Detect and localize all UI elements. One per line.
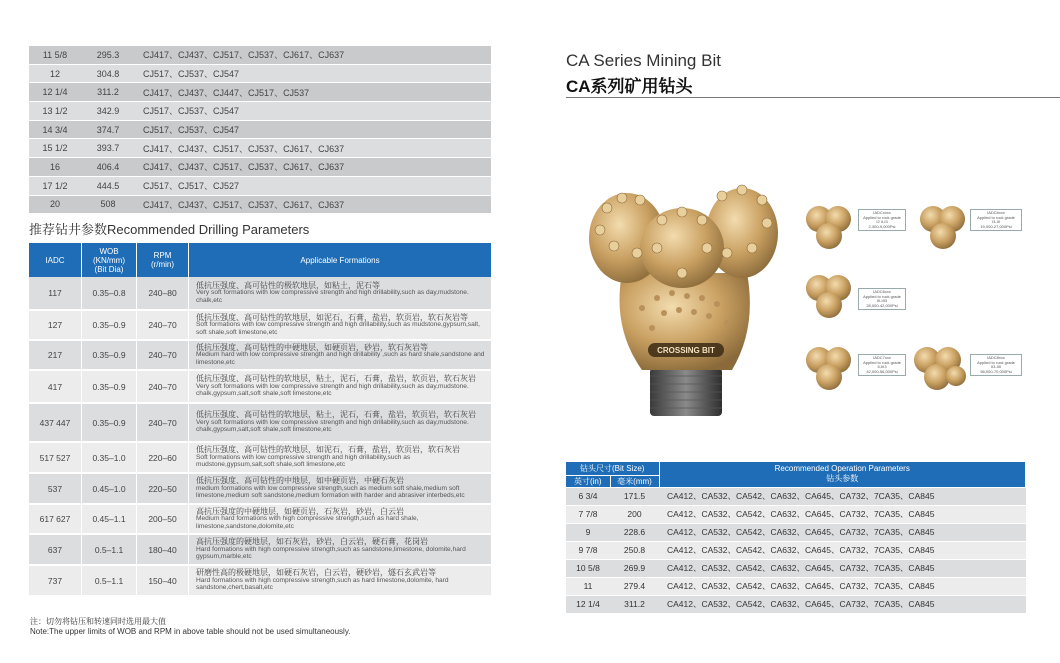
bit-logo-text: CROSSING BIT bbox=[657, 346, 715, 355]
formation-en: Hard formations with high compressive strength,such as sandstone,limestone, dolomite,hard gypsum,marble,etc bbox=[196, 545, 466, 561]
parameter-row bbox=[29, 442, 492, 473]
bit-size-mm: 295.3 bbox=[81, 46, 135, 64]
bit-size-header: 钻头尺寸(Bit Size) bbox=[566, 462, 659, 475]
rpm-value: 220–60 bbox=[137, 442, 189, 473]
op-size-mm: 311.2 bbox=[610, 595, 659, 613]
formation-cn: 低抗压强度、高可钻性的中地层，如中硬页岩，中硬石灰岩 bbox=[196, 476, 404, 486]
rpm-value: 200–50 bbox=[137, 504, 189, 534]
bit-size-mm: 508 bbox=[81, 195, 135, 214]
bit-size-inch: 17 1/2 bbox=[29, 176, 81, 195]
formation-en: Soft formations with low compressive strength and high drillability,such as mudstone,gypsum,salt, soft shale,soft limestone,etc bbox=[196, 321, 480, 336]
insert-tag-4: IADC7xxx Applied to rock grade II-III3 42,000-56,000Psi bbox=[858, 354, 906, 376]
recommended-operation-header: Recommended Operation Parameters 钻头参数 bbox=[659, 462, 1026, 487]
formation-en: Soft formations with low compressive strength and high drillability,such as mudstone,gypsum,salt,soft shale,soft limestone,etc bbox=[196, 453, 411, 469]
rpm-value: 240–70 bbox=[137, 403, 189, 442]
formation-description bbox=[189, 473, 492, 504]
bit-models: CJ517、CJ517、CJ527 bbox=[135, 176, 491, 195]
insert-tag-5: IADC8xxx Applied to rock grade II3-IIII 56,000-70,000Psi bbox=[970, 354, 1022, 376]
formation-cn: 高抗压强度的硬地层，如石灰岩，砂岩，白云岩，硬石膏，花岗岩 bbox=[196, 537, 428, 547]
operation-row bbox=[566, 487, 1026, 505]
wob-value: 0.35–0.9 bbox=[82, 403, 137, 442]
wob-value: 0.45–1.1 bbox=[82, 504, 137, 534]
op-models: CA412、CA532、CA542、CA632、CA645、CA732、7CA35、CA845 bbox=[659, 559, 1026, 577]
size-table-row bbox=[29, 176, 491, 195]
size-table-row bbox=[29, 46, 491, 64]
formation-en: Medium hard formations with high compressive strength,such as hard shale, limestone,sandstone,dolomite,etc bbox=[196, 515, 419, 530]
formation-en: Very soft formations with low compressive strength and high drillability,such as day,mudstone. chalk,gypsum,salt,soft shale,soft limestone,etc bbox=[196, 382, 469, 398]
formation-cn: 低抗压强度、高可钻性的极软地层，如粘土，泥石等 bbox=[196, 280, 380, 290]
bit-models: CJ417、CJ437、CJ517、CJ537、CJ617、CJ637 bbox=[135, 139, 491, 158]
bit-size-inch: 16 bbox=[29, 158, 81, 177]
formation-description bbox=[189, 534, 492, 565]
bit-models: CJ417、CJ437、CJ517、CJ537、CJ617、CJ637 bbox=[135, 158, 491, 177]
formation-en: Very soft formations with low compressive strength and high drillability,such as day,mudstone. chalk,gypsum,salt,soft shale,soft limestone,etc bbox=[196, 418, 469, 434]
series-title-chinese: CA系列矿用钻头 bbox=[566, 77, 693, 96]
operation-row bbox=[566, 577, 1026, 595]
bit-size-inch: 20 bbox=[29, 195, 81, 214]
size-table-row bbox=[29, 64, 491, 83]
wob-value: 0.35–1.0 bbox=[82, 442, 137, 473]
formation-en: Hard formations with high compressive strength,such as hard limestone,dolomite, hard sandstone,chert,basalt,etc bbox=[196, 576, 449, 592]
rpm-value: 220–50 bbox=[137, 473, 189, 504]
bit-size-mm: 444.5 bbox=[81, 176, 135, 195]
op-size-inch: 10 5/8 bbox=[566, 559, 610, 577]
op-models: CA412、CA532、CA542、CA632、CA645、CA732、7CA35、CA845 bbox=[659, 577, 1026, 595]
bit-size-mm: 374.7 bbox=[81, 120, 135, 139]
parameter-row bbox=[29, 534, 492, 565]
bit-size-inch: 15 1/2 bbox=[29, 139, 81, 158]
op-size-mm: 171.5 bbox=[610, 487, 659, 505]
parameter-row bbox=[29, 565, 492, 596]
bit-models: CJ417、CJ437、CJ517、CJ537、CJ617、CJ637 bbox=[135, 195, 491, 214]
parameter-row bbox=[29, 403, 492, 442]
bit-size-inch: 13 1/2 bbox=[29, 102, 81, 121]
bit-size-mm: 342.9 bbox=[81, 102, 135, 121]
iadc-code: 437 447 bbox=[29, 403, 82, 442]
iadc-code: 117 bbox=[29, 277, 82, 310]
insert-tag-2: IADCbxxx Applied to rock grade I3-III 19,000-27,000Psi bbox=[970, 209, 1022, 231]
formation-cn: 低抗压强度、高可钻性的软地层，如泥石，石膏，盐岩，软页岩，软石灰岩等 bbox=[196, 312, 468, 322]
op-size-inch: 9 7/8 bbox=[566, 541, 610, 559]
series-title-english: CA Series Mining Bit bbox=[566, 51, 721, 70]
op-models: CA412、CA532、CA542、CA632、CA645、CA732、7CA35、CA845 bbox=[659, 523, 1026, 541]
bit-size-table bbox=[29, 46, 491, 214]
formation-description bbox=[189, 340, 492, 370]
parameter-row bbox=[29, 473, 492, 504]
rpm-header: RPM (r/min) bbox=[137, 243, 189, 277]
rpm-value: 240–70 bbox=[137, 370, 189, 403]
bit-models: CJ517、CJ537、CJ547 bbox=[135, 120, 491, 139]
parameter-row bbox=[29, 370, 492, 403]
inch-header: 英寸(in) bbox=[566, 475, 610, 487]
formation-description bbox=[189, 277, 492, 310]
op-models: CA412、CA532、CA542、CA632、CA645、CA732、7CA35、CA845 bbox=[659, 541, 1026, 559]
bit-models: CJ417、CJ437、CJ517、CJ537、CJ617、CJ637 bbox=[135, 46, 491, 64]
iadc-code: 737 bbox=[29, 565, 82, 596]
formation-cn: 低抗压强度、高可钻性的软地层，粘土，泥石，石膏，盐岩，软页岩，软石灰岩 bbox=[196, 374, 476, 384]
insert-sample-5 bbox=[912, 344, 968, 392]
note-english: Note:The upper limits of WOB and RPM in above table should not be used simultaneously. bbox=[30, 627, 351, 636]
title-divider bbox=[566, 97, 1060, 98]
iadc-code: 517 527 bbox=[29, 442, 82, 473]
rpm-value: 240–70 bbox=[137, 340, 189, 370]
operation-row bbox=[566, 541, 1026, 559]
op-size-mm: 269.9 bbox=[610, 559, 659, 577]
bit-size-inch: 11 5/8 bbox=[29, 46, 81, 64]
op-size-mm: 200 bbox=[610, 505, 659, 523]
size-table-row bbox=[29, 120, 491, 139]
op-models: CA412、CA532、CA542、CA632、CA645、CA732、7CA35、CA845 bbox=[659, 487, 1026, 505]
op-size-mm: 279.4 bbox=[610, 577, 659, 595]
wob-value: 0.35–0.8 bbox=[82, 277, 137, 310]
tricone-bit-image bbox=[582, 178, 782, 418]
rpm-value: 150–40 bbox=[137, 565, 189, 596]
op-size-mm: 250.8 bbox=[610, 541, 659, 559]
bit-size-mm: 311.2 bbox=[81, 83, 135, 102]
insert-sample-2 bbox=[918, 203, 968, 251]
size-table-row bbox=[29, 102, 491, 121]
iadc-code: 637 bbox=[29, 534, 82, 565]
wob-value: 0.35–0.9 bbox=[82, 340, 137, 370]
rpm-value: 240–70 bbox=[137, 310, 189, 340]
insert-sample-4 bbox=[804, 344, 854, 392]
parameter-row bbox=[29, 310, 492, 340]
formation-description bbox=[189, 504, 492, 534]
formation-description bbox=[189, 310, 492, 340]
op-size-inch: 9 bbox=[566, 523, 610, 541]
formation-en: Very soft formations with low compressive strength and high drillability,such as day,mudstone. chalk,etc bbox=[196, 289, 469, 304]
insert-tag-1: IADCxxxx Applied to rock grade I2 II-I3 2,300-9,000Psi bbox=[858, 209, 906, 231]
formation-en: Medium hard with low compressive strength and high drillability ,such as hard shale,sandstone and limestone,etc bbox=[196, 351, 485, 366]
formation-en: medium formations with low compressive strength,such as medium soft shale,medium soft limestone,medium soft sandstone,medium formation with harder and abrasiver interbeds,etc bbox=[196, 484, 465, 500]
operation-row bbox=[566, 595, 1026, 613]
formation-description bbox=[189, 403, 492, 442]
bit-size-inch: 12 bbox=[29, 64, 81, 83]
formation-description bbox=[189, 370, 492, 403]
drilling-parameters-table bbox=[29, 243, 492, 597]
op-size-inch: 6 3/4 bbox=[566, 487, 610, 505]
formation-cn: 低抗压强度、高可钻性的软地层，如泥石，石膏，盐岩，软页岩，软石灰岩 bbox=[196, 445, 460, 455]
rpm-value: 180–40 bbox=[137, 534, 189, 565]
wob-header: WOB (KN/mm) (Bit Dia) bbox=[82, 243, 137, 277]
formation-cn: 高抗压强度的中硬地层，如硬页岩，石灰岩，砂岩，白云岩 bbox=[196, 506, 404, 516]
size-table-row bbox=[29, 158, 491, 177]
wob-value: 0.35–0.9 bbox=[82, 310, 137, 340]
op-models: CA412、CA532、CA542、CA632、CA645、CA732、7CA35、CA845 bbox=[659, 595, 1026, 613]
formations-header: Applicable Formations bbox=[189, 243, 492, 277]
note-chinese: 注：切勿将钻压和转速同时选用最大值 bbox=[30, 617, 166, 626]
parameter-row bbox=[29, 504, 492, 534]
bit-models: CJ417、CJ437、CJ447、CJ517、CJ537 bbox=[135, 83, 491, 102]
operation-row bbox=[566, 505, 1026, 523]
parameter-row bbox=[29, 340, 492, 370]
size-table-row bbox=[29, 195, 491, 214]
iadc-code: 217 bbox=[29, 340, 82, 370]
bit-size-inch: 14 3/4 bbox=[29, 120, 81, 139]
size-table-row bbox=[29, 139, 491, 158]
wob-value: 0.5–1.1 bbox=[82, 534, 137, 565]
mm-header: 毫米(mm) bbox=[610, 475, 659, 487]
op-size-inch: 12 1/4 bbox=[566, 595, 610, 613]
wob-value: 0.35–0.9 bbox=[82, 370, 137, 403]
iadc-code: 537 bbox=[29, 473, 82, 504]
formation-description bbox=[189, 565, 492, 596]
size-table-row bbox=[29, 83, 491, 102]
operation-row bbox=[566, 559, 1026, 577]
formation-cn: 研磨性高的极硬地层，如硬石灰岩，白云岩，硬砂岩，燧石玄武岩等 bbox=[196, 568, 436, 578]
insert-sample-1 bbox=[804, 203, 854, 251]
bit-size-inch: 12 1/4 bbox=[29, 83, 81, 102]
op-size-inch: 11 bbox=[566, 577, 610, 595]
formation-description bbox=[189, 442, 492, 473]
operation-parameters-table bbox=[566, 462, 1026, 614]
iadc-code: 417 bbox=[29, 370, 82, 403]
iadc-code: 127 bbox=[29, 310, 82, 340]
rpm-value: 240–80 bbox=[137, 277, 189, 310]
op-size-mm: 228.6 bbox=[610, 523, 659, 541]
recommended-drilling-parameters-title: 推荐钻井参数Recommended Drilling Parameters bbox=[29, 222, 310, 237]
bit-models: CJ517、CJ537、CJ547 bbox=[135, 102, 491, 121]
formation-cn: 低抗压强度、高可钻性的软地层，粘土，泥石，石膏，盐岩，软页岩，软石灰岩 bbox=[196, 410, 476, 420]
insert-sample-3 bbox=[804, 272, 854, 320]
bit-models: CJ517、CJ537、CJ547 bbox=[135, 64, 491, 83]
parameter-row bbox=[29, 277, 492, 310]
iadc-code: 617 627 bbox=[29, 504, 82, 534]
formation-cn: 低抗压强度、高可钻性的中硬地层，如硬页岩，砂岩，软石灰岩等 bbox=[196, 342, 428, 352]
wob-value: 0.45–1.0 bbox=[82, 473, 137, 504]
operation-row bbox=[566, 523, 1026, 541]
bit-size-mm: 393.7 bbox=[81, 139, 135, 158]
op-models: CA412、CA532、CA542、CA632、CA645、CA732、7CA35、CA845 bbox=[659, 505, 1026, 523]
insert-tag-3: IADC6xxx Applied to rock grade III-III3 28,000-42,000Psi bbox=[858, 288, 906, 310]
iadc-header: IADC bbox=[29, 243, 82, 277]
bit-size-mm: 406.4 bbox=[81, 158, 135, 177]
bit-size-mm: 304.8 bbox=[81, 64, 135, 83]
op-size-inch: 7 7/8 bbox=[566, 505, 610, 523]
wob-value: 0.5–1.1 bbox=[82, 565, 137, 596]
